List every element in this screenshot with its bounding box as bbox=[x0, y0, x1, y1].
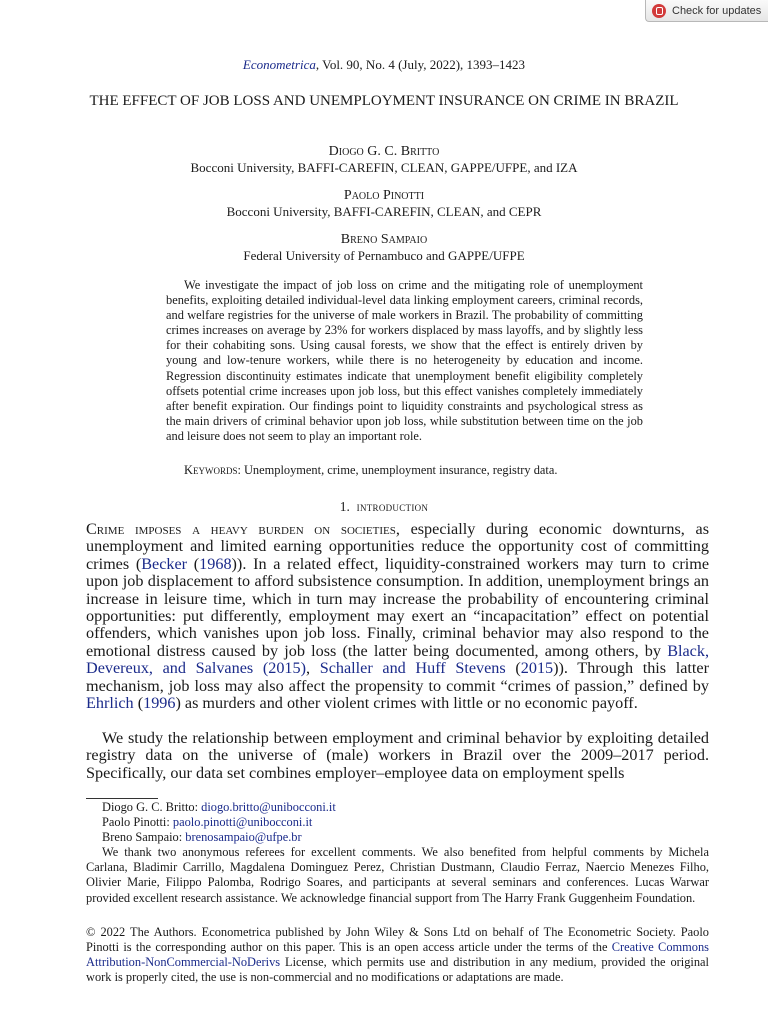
author-name: Diogo G. C. Britto bbox=[328, 144, 440, 159]
citation-link[interactable]: Ehrlich bbox=[86, 694, 134, 713]
section-number: 1. bbox=[339, 499, 350, 514]
keywords-text: Unemployment, crime, unemployment insurance, registry data. bbox=[240, 463, 558, 477]
author-1 bbox=[0, 143, 768, 176]
body-paragraph-1 bbox=[86, 521, 709, 712]
author-3 bbox=[0, 231, 768, 264]
email-link[interactable]: diogo.britto@unibocconi.it bbox=[201, 800, 336, 814]
citation-link[interactable]: Schaller and Huff Stevens bbox=[319, 659, 506, 678]
footnotes bbox=[86, 800, 709, 906]
keywords-label: Keywords: bbox=[184, 463, 241, 477]
citation-link[interactable]: 1996 bbox=[143, 694, 176, 713]
section-heading bbox=[0, 499, 768, 515]
copyright-notice bbox=[86, 925, 709, 985]
email-name: Paolo Pinotti: bbox=[102, 815, 173, 830]
email-name: Breno Sampaio: bbox=[102, 830, 186, 845]
citation-link[interactable]: 2015 bbox=[520, 659, 554, 678]
citation-link[interactable]: Becker bbox=[141, 554, 188, 573]
body-text-run: ( bbox=[187, 554, 200, 573]
email-name: Diogo G. C. Britto: bbox=[102, 800, 202, 814]
abstract: We investigate the impact of job loss on crime and the mitigating role of unemployment benefits, exploiting detailed individual-level data linking employment careers, criminal records, and welfare registries for the universe of male workers in Brazil. The probability of committing crimes increases on average by 23% for workers displaced by mass layoffs, and by slightly less for their cohabiting sons. Using causal forests, we show that the effect is entirely driven by young and low-tenure workers, while there is no heterogeneity by education and income. Regression discontinuity estimates indicate that unemployment benefit eligibility completely offsets potential crime increases upon job loss, but this effect vanishes completely immediately after benefit expiration. Our findings point to liquidity constraints and psychological stress as the main drivers of criminal behavior upon job loss, while substitution between time on the job and leisure does not seem to play an important role. bbox=[166, 278, 643, 443]
journal-citation bbox=[0, 57, 768, 73]
section-title: introduction bbox=[356, 499, 429, 514]
author-email-2 bbox=[86, 815, 709, 830]
author-name: Breno Sampaio bbox=[340, 232, 428, 247]
body-text-run: )). Through this latter mechanism, job loss may also affect the propensity to commit “crimes of passion,” defined by bbox=[86, 659, 709, 695]
acknowledgements: We thank two anonymous referees for excellent comments. We also benefited from helpful comments by Michela Carlana, Bladimir Carrillo, Magdalena Dominguez Perez, Christian Dustmann, Claudio Ferraz, Naercio Menezes Filho, Olivier Marie, Filippo Palomba, Rodrigo Soares, and participants at several seminars and conferences. Lucas Warwar provided excellent research assistance. We acknowledge financial support from The Harry Frank Guggenheim Foundation. bbox=[86, 845, 709, 905]
author-affiliation: Bocconi University, BAFFI-CAREFIN, CLEAN, and CEPR bbox=[226, 204, 542, 219]
footnote-divider bbox=[86, 798, 158, 799]
body-text-run: ) as murders and other violent crimes with little or no economic payoff. bbox=[175, 694, 638, 713]
body-text-run: )). In a related effect, liquidity-constrained workers may turn to crime upon job displacement to afford subsistence consumption. In addition, unemployment brings an increase in leisure time, which in turn may increase the probability of encountering criminal opportunities: put differently, employment may exert an “incapacitation” effect on potential offenders, which vanishes upon job loss. Finally, criminal behavior may also respond to the emotional distress caused by job loss (the latter being documented, among others, by bbox=[86, 554, 709, 660]
author-affiliation: Federal University of Pernambuco and GAPPE/UFPE bbox=[243, 248, 525, 263]
keywords bbox=[166, 463, 643, 478]
author-email-1 bbox=[86, 800, 709, 815]
license-link[interactable]: Creative Commons Attribution-NonCommercial-NoDerivs bbox=[86, 940, 710, 970]
check-for-updates-label: Check for updates bbox=[672, 4, 762, 17]
check-updates-icon bbox=[652, 4, 666, 18]
citation-link[interactable]: Black, Devereux, and Salvanes (2015) bbox=[86, 641, 709, 678]
citation-details: , Vol. 90, No. 4 (July, 2022), 1393–1423 bbox=[315, 57, 526, 72]
body-text-run: ( bbox=[505, 659, 521, 678]
email-link[interactable]: brenosampaio@ufpe.br bbox=[185, 830, 302, 845]
body-text-run: ( bbox=[133, 694, 144, 713]
journal-name-link[interactable]: Econometrica bbox=[242, 57, 316, 72]
body-text-run: , bbox=[306, 659, 320, 678]
citation-link[interactable]: 1968 bbox=[199, 554, 232, 573]
author-email-3 bbox=[86, 830, 709, 845]
body-paragraph-2: We study the relationship between employment and criminal behavior by exploiting detailed registry data on the universe of (male) workers in Brazil over the 2009–2017 period. Specifically, our data set combines employer–employee data on employment spells bbox=[86, 729, 709, 782]
check-for-updates-button[interactable] bbox=[645, 0, 768, 22]
copyright-text: © 2022 The Authors. Econometrica published by John Wiley & Sons Ltd on behalf of The Econometric Society. Paolo Pinotti is the corresponding author on this paper. This is an open access article under the terms of the bbox=[86, 925, 709, 955]
paper-title: THE EFFECT OF JOB LOSS AND UNEMPLOYMENT INSURANCE ON CRIME IN BRAZIL bbox=[89, 93, 679, 109]
copyright-text: License, which permits use and distribution in any medium, provided the original work is properly cited, the use is non-commercial and no modifications or adaptations are made. bbox=[86, 955, 709, 985]
body-text-run: , especially during economic downturns, as unemployment and limited earning opportunities reduce the opportunity cost of committing crimes ( bbox=[86, 520, 709, 573]
author-affiliation: Bocconi University, BAFFI-CAREFIN, CLEAN, GAPPE/UFPE, and IZA bbox=[190, 160, 578, 175]
author-name: Paolo Pinotti bbox=[343, 188, 425, 203]
author-2 bbox=[0, 187, 768, 220]
email-link[interactable]: paolo.pinotti@unibocconi.it bbox=[172, 815, 313, 830]
lead-in: Crime imposes a heavy burden on societies bbox=[86, 520, 396, 538]
